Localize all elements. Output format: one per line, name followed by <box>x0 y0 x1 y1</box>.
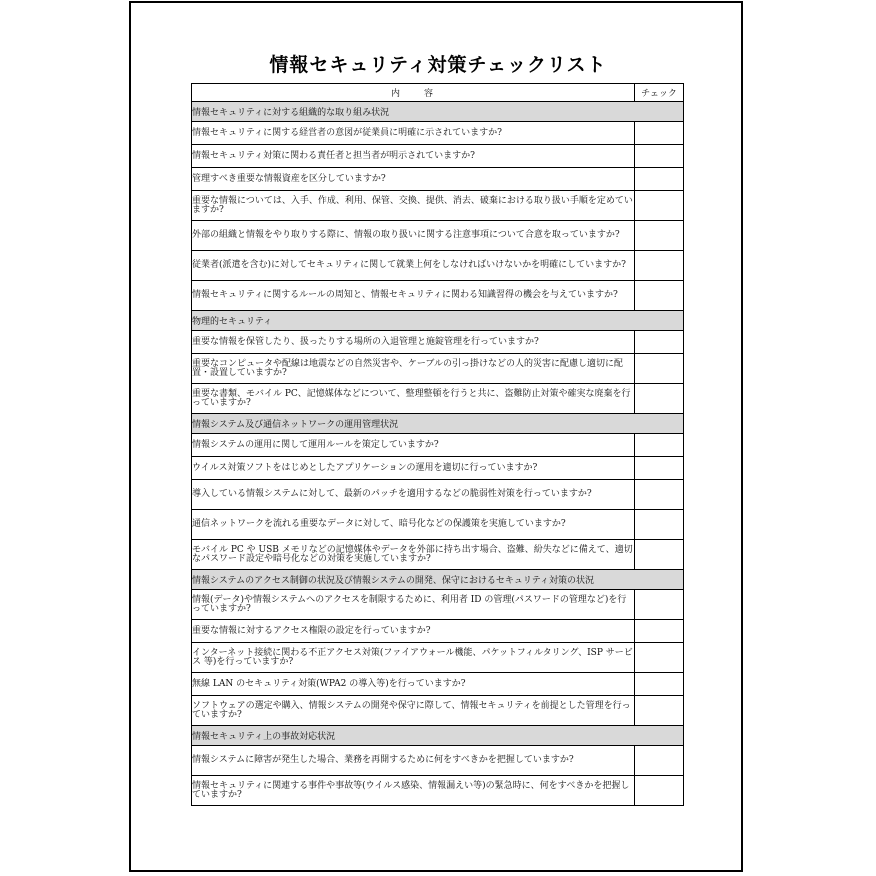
check-cell[interactable] <box>635 221 684 251</box>
check-cell[interactable] <box>635 696 684 726</box>
check-column-header: チェック <box>635 84 684 102</box>
check-cell[interactable] <box>635 480 684 510</box>
checklist-table <box>191 83 684 806</box>
checklist-item-row <box>192 434 684 457</box>
check-cell[interactable] <box>635 331 684 354</box>
checklist-item-row <box>192 480 684 510</box>
checklist-item-row <box>192 620 684 643</box>
check-cell[interactable] <box>635 673 684 696</box>
checklist-item-text: 情報システムの運用に関して運用ルールを策定していますか? <box>192 434 635 457</box>
section-row <box>192 726 684 746</box>
checklist-item-text: 重要な書類、モバイル PC、記憶媒体などについて、整理整頓を行うと共に、盗難防止対策や確実な廃棄を行っていますか? <box>192 384 635 414</box>
checklist-item-text: 重要な情報については、入手、作成、利用、保管、交換、提供、消去、破棄における取り扱い手順を定めていますか? <box>192 191 635 221</box>
check-cell[interactable] <box>635 776 684 806</box>
checklist-item-text: 重要なコンピュータや配線は地震などの自然災害や、ケーブルの引っ掛けなどの人的災害に配慮し適切に配置・設置していますか? <box>192 354 635 384</box>
content-column-header: 内 容 <box>192 84 635 102</box>
checklist-item-row <box>192 776 684 806</box>
check-cell[interactable] <box>635 168 684 191</box>
checklist-item-text: ソフトウェアの選定や購入、情報システムの開発や保守に際して、情報セキュリティを前提とした管理を行っていますか? <box>192 696 635 726</box>
checklist-item-text: 従業者(派遣を含む)に対してセキュリティに関して就業上何をしなければいけないかを明確にしていますか? <box>192 251 635 281</box>
checklist-item-row <box>192 281 684 311</box>
checklist-item-row <box>192 191 684 221</box>
checklist-item-text: 導入している情報システムに対して、最新のパッチを適用するなどの脆弱性対策を行っていますか? <box>192 480 635 510</box>
check-cell[interactable] <box>635 281 684 311</box>
checklist-item-text: インターネット接続に関わる不正アクセス対策(ファイアウォール機能、パケットフィルタリング、ISP サービス 等)を行っていますか? <box>192 643 635 673</box>
section-heading: 物理的セキュリティ <box>192 311 684 331</box>
checklist-item-text: 外部の組織と情報をやり取りする際に、情報の取り扱いに関する注意事項について合意を取っていますか? <box>192 221 635 251</box>
header-row <box>192 84 684 102</box>
check-cell[interactable] <box>635 251 684 281</box>
checklist-item-row <box>192 673 684 696</box>
checklist-item-text: 無線 LAN のセキュリティ対策(WPA2 の導入等)を行っていますか? <box>192 673 635 696</box>
check-cell[interactable] <box>635 191 684 221</box>
checklist-item-row <box>192 510 684 540</box>
checklist-item-row <box>192 696 684 726</box>
checklist-item-text: ウイルス対策ソフトをはじめとしたアプリケーションの運用を適切に行っていますか? <box>192 457 635 480</box>
checklist-item-text: 情報システムに障害が発生した場合、業務を再開するために何をすべきかを把握していますか? <box>192 746 635 776</box>
checklist-item-row <box>192 746 684 776</box>
checklist-item-text: 情報(データ)や情報システムへのアクセスを制限するために、利用者 ID の管理(パスワードの管理など)を行っていますか? <box>192 590 635 620</box>
check-cell[interactable] <box>635 620 684 643</box>
checklist-item-text: 重要な情報を保管したり、扱ったりする場所の入退管理と施錠管理を行っていますか? <box>192 331 635 354</box>
checklist-item-row <box>192 145 684 168</box>
checklist-item-text: 情報セキュリティ対策に関わる責任者と担当者が明示されていますか? <box>192 145 635 168</box>
checklist-item-row <box>192 221 684 251</box>
checklist-item-text: 通信ネットワークを流れる重要なデータに対して、暗号化などの保護策を実施していますか? <box>192 510 635 540</box>
section-heading: 情報セキュリティ上の事故対応状況 <box>192 726 684 746</box>
document-title: 情報セキュリティ対策チェックリスト <box>269 54 607 76</box>
section-row <box>192 311 684 331</box>
checklist-item-text: モバイル PC や USB メモリなどの記憶媒体やデータを外部に持ち出す場合、盗難、紛失などに備えて、適切なパスワード設定や暗号化などの対策を実施していますか? <box>192 540 635 570</box>
checklist-item-row <box>192 590 684 620</box>
checklist-item-row <box>192 168 684 191</box>
checklist-item-text: 重要な情報に対するアクセス権限の設定を行っていますか? <box>192 620 635 643</box>
checklist-item-text: 情報セキュリティに関する経営者の意図が従業員に明確に示されていますか? <box>192 122 635 145</box>
checklist-item-row <box>192 251 684 281</box>
check-cell[interactable] <box>635 540 684 570</box>
section-heading: 情報セキュリティに対する組織的な取り組み状況 <box>192 102 684 122</box>
check-cell[interactable] <box>635 145 684 168</box>
checklist-item-row <box>192 354 684 384</box>
check-cell[interactable] <box>635 354 684 384</box>
check-cell[interactable] <box>635 590 684 620</box>
checklist-item-row <box>192 384 684 414</box>
checklist-item-text: 管理すべき重要な情報資産を区分していますか? <box>192 168 635 191</box>
checklist-item-row <box>192 122 684 145</box>
check-cell[interactable] <box>635 746 684 776</box>
checklist-item-row <box>192 457 684 480</box>
check-cell[interactable] <box>635 384 684 414</box>
section-row <box>192 570 684 590</box>
section-heading: 情報システム及び通信ネットワークの運用管理状況 <box>192 414 684 434</box>
section-heading: 情報システムのアクセス制御の状況及び情報システムの開発、保守におけるセキュリティ対策の状況 <box>192 570 684 590</box>
checklist-item-row <box>192 540 684 570</box>
check-cell[interactable] <box>635 122 684 145</box>
checklist-item-text: 情報セキュリティに関連する事件や事故等(ウイルス感染、情報漏えい等)の緊急時に、何をすべきかを把握していますか? <box>192 776 635 806</box>
check-cell[interactable] <box>635 510 684 540</box>
checklist-item-text: 情報セキュリティに関するルールの周知と、情報セキュリティに関わる知識習得の機会を与えていますか? <box>192 281 635 311</box>
check-cell[interactable] <box>635 643 684 673</box>
check-cell[interactable] <box>635 457 684 480</box>
checklist-item-row <box>192 331 684 354</box>
section-row <box>192 102 684 122</box>
check-cell[interactable] <box>635 434 684 457</box>
checklist-item-row <box>192 643 684 673</box>
section-row <box>192 414 684 434</box>
